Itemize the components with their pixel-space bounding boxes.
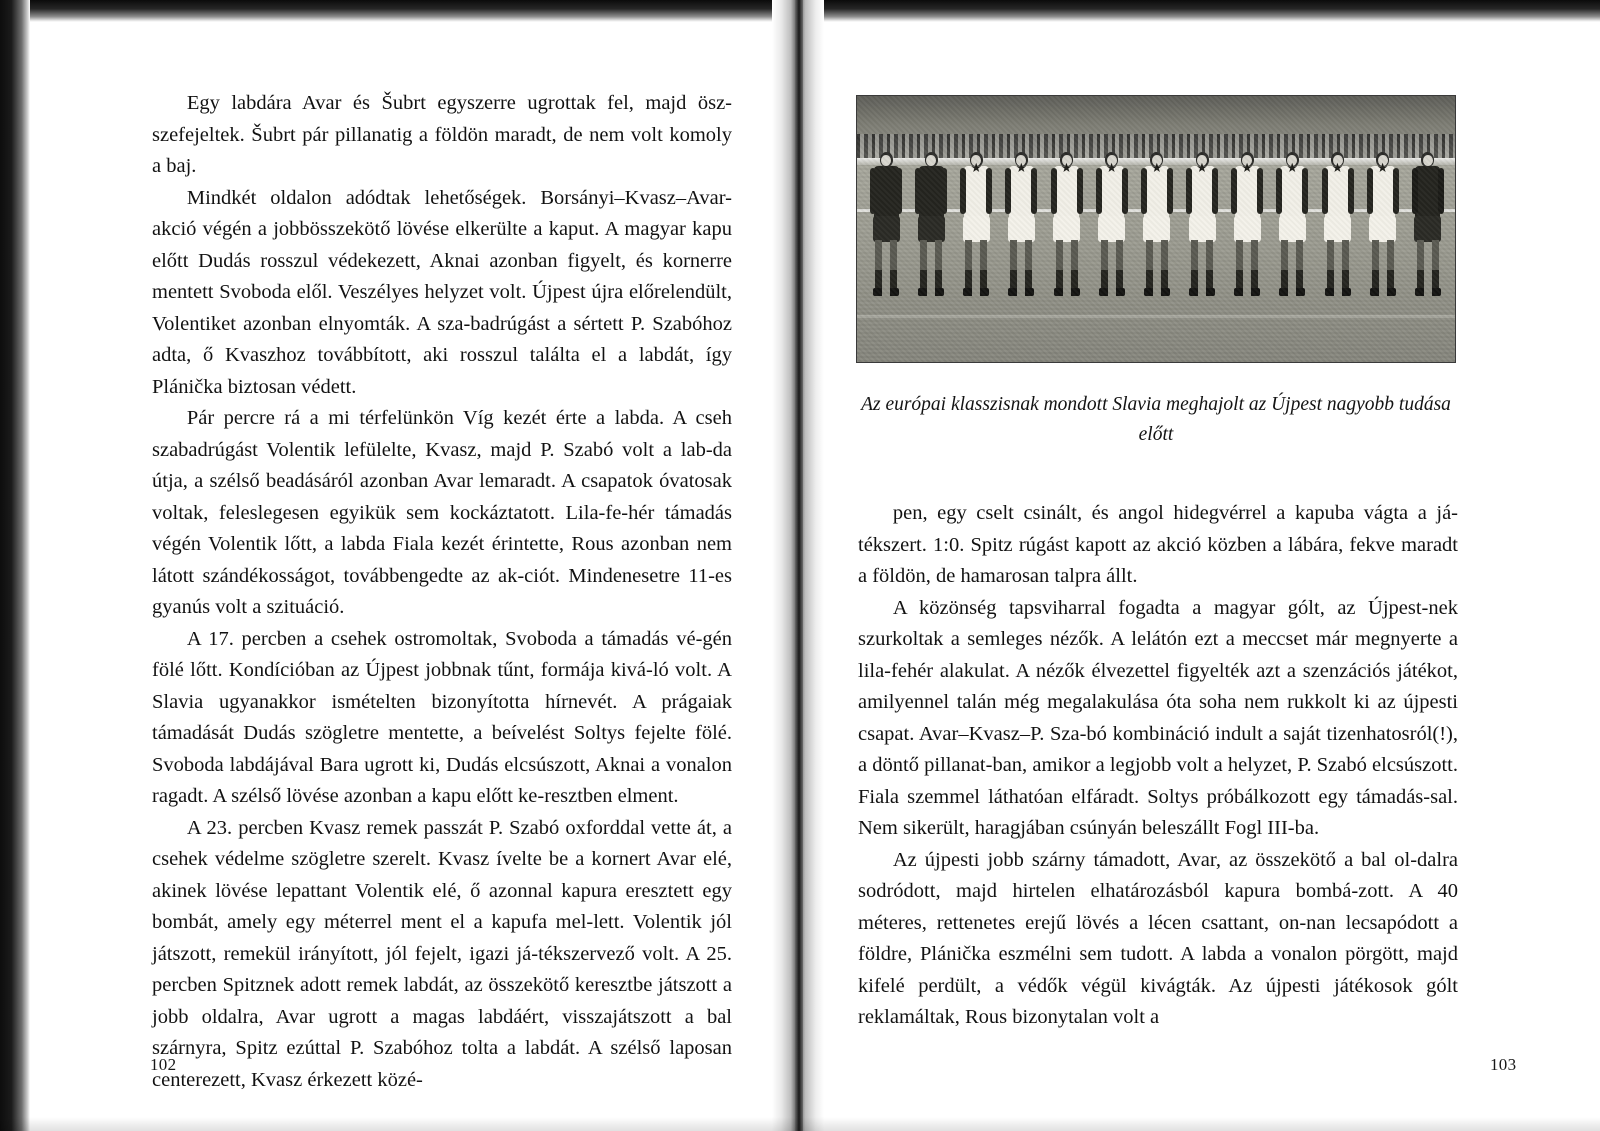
paragraph: A közönség tapsviharral fogadta a magyar gólt, az Újpest-nek szurkoltak a semleges nézők. A lelátón ezt a meccset már megnyerte a lila-fehér alakulat. A nézők élvezettel figyelték azt a szenzációs játékot, amilyennel talán még megalakulása óta soha nem rukkolt ki az újpesti csapat. Avar–Kvasz–P. Sza-bó kombináció indult a saját tizenhatosról(!), a döntő pillanat-ban, amikor a legjobb volt a helyzet, P. Szabó elcsúszott. Fiala szemmel láthatóan elfáradt. Soltys próbálkozott egy támadás-sal. Nem sikerült, haragjában csúnyán beleszállt Fogl III-ba. xyxy=(858,596,1458,839)
player-figure xyxy=(1185,150,1219,302)
player-figure xyxy=(959,150,993,302)
scan-bottom-shadow xyxy=(0,1117,1600,1131)
figure-team-lineup xyxy=(856,95,1456,450)
figure-caption: Az európai klasszisnak mondott Slavia meghajolt az Újpest nagyobb tudása előtt xyxy=(861,394,1451,445)
team-lineup-photograph xyxy=(856,95,1456,363)
player-figure xyxy=(1275,150,1309,302)
player-figure xyxy=(1050,150,1084,302)
right-page-text-column xyxy=(858,498,1458,1034)
player-figure xyxy=(869,150,903,302)
page-number-right: 103 xyxy=(1490,1055,1517,1074)
book-gutter-crease xyxy=(795,0,803,1131)
paragraph: Mindkét oldalon adódtak lehetőségek. Borsányi–Kvasz–Avar-akció végén a jobbösszekötő lövése elkerülte a kaput. A magyar kapu előtt Dudás rosszul védekezett, Aknai azonban figyelt, és kornerre mentett Svoboda elől. Veszélyes helyzet volt. Újpest újra előrelendült, Volentiket azonban elnyomták. A sza-badrúgást a sértett P. Szabóhoz adta, ő Kvaszhoz továbbított, aki rosszul találta el a labdát, így Plánička biztosan védett. xyxy=(152,186,732,398)
player-figure xyxy=(1140,150,1174,302)
player-figure xyxy=(1366,150,1400,302)
player-figure xyxy=(1095,150,1129,302)
right-page xyxy=(820,0,1600,1131)
scan-left-edge-shadow xyxy=(0,0,30,1131)
left-page-text-column xyxy=(152,88,732,1096)
goalkeeper-figure xyxy=(1411,150,1445,302)
paragraph: pen, egy cselt csinált, és angol hidegvérrel a kapuba vágta a já-tékszert. 1:0. Spitz rúgást kapott az akció közben a lábára, fekve maradt a földön, de hamarosan talpra állt. xyxy=(858,502,1458,587)
player-figure xyxy=(1321,150,1355,302)
player-figure xyxy=(1004,150,1038,302)
player-figure xyxy=(914,150,948,302)
player-figure xyxy=(1230,150,1264,302)
paragraph: Egy labdára Avar és Šubrt egyszerre ugrottak fel, majd ösz-szefejeltek. Šubrt pár pillanatig a földön maradt, de nem volt komoly a baj. xyxy=(152,92,732,177)
page-number-left: 102 xyxy=(150,1055,177,1074)
paragraph: A 17. percben a csehek ostromoltak, Svoboda a támadás vé-gén fölé lőtt. Kondícióban az Újpest jobbnak tűnt, formája kivá-ló volt. A Slavia ugyanakkor ismételten bizonyította hírnevét. A prágaiak támadását Dudás szögletre mentette, a beívelést Soltys fejelte fölé. Svoboda labdájával Bara ugrott ki, Dudás elcsúszott, Aknai a vonalon ragadt. A szélső lövése azonban a kapu előtt ke-resztben elment. xyxy=(152,627,732,807)
paragraph: A 23. percben Kvasz remek passzát P. Szabó oxforddal vette át, a csehek védelme szögletre szerelt. Kvasz ívelte be a kornert Avar elé, akinek lövése lepattant Volentik elé, ő azonnal kapura eresztett egy bombát, amely egy méterrel ment el a kapufa mel-lett. Volentik jól játszott, remekül irányított, jól fejelt, igazi já-tékszervező volt. A 25. percben Spitznek adott remek labdát, az összekötő keresztbe játszott a jobb oldalra, Avar ugrott a magas labdáért, visszajátszott a bal szárnyra, Spitz ezúttal P. Szabóhoz tolta a labdát. A szélső laposan centerezett, Kvasz érkezett közé- xyxy=(152,816,732,1091)
left-page xyxy=(30,0,800,1131)
photo-player-row xyxy=(863,132,1451,302)
paragraph: Az újpesti jobb szárny támadott, Avar, az összekötő a bal ol-dalra sodródott, majd hirtelen elhatározásból kapura bombá-zott. A 40 méteres, rettenetes erejű lövés a lécen csattant, on-nan lecsapódott a földre, Plánička eszmélni sem tudott. A labda a vonalon pörgött, majd kifelé perdült, a védők végül kivágták. Az újpesti játékosok gólt reklamáltak, Rous bizonytalan volt a xyxy=(858,848,1458,1028)
paragraph: Pár percre rá a mi térfelünkön Víg kezét érte a labda. A cseh szabadrúgást Volentik lefülelte, Kvasz, majd P. Szabó volt a lab-da útja, a szélső beadásáról azonban Avar lemaradt. A csapatok óvatosak voltak, feleslegesen egyikük sem kockáztatott. Lila-fe-hér támadás végén Volentik lőtt, a labda Fiala kezét érintette, Rous azonban nem látott szándékosságot, továbbengedte az ak-ciót. Mindenesetre 11-es gyanús volt a szituáció. xyxy=(152,407,732,618)
